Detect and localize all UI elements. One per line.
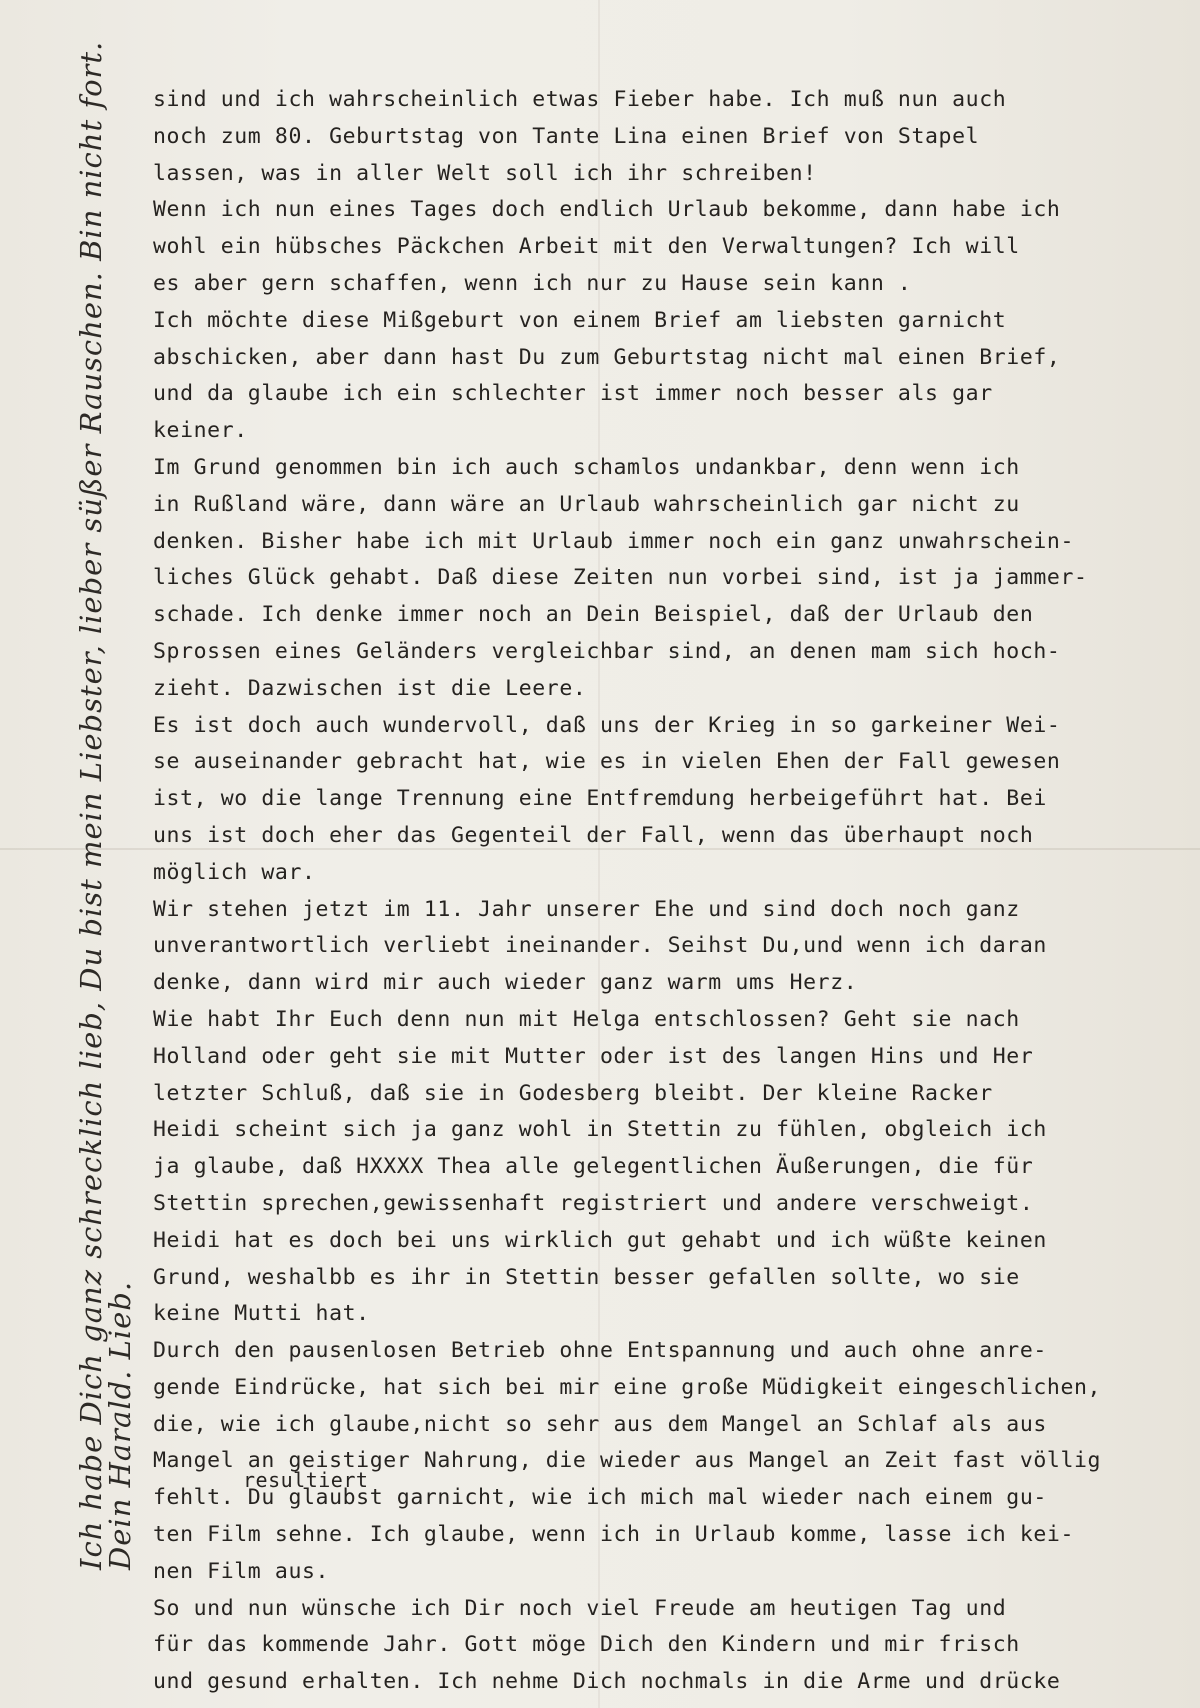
letter-line: Mangel an geistiger Nahrung, die wieder aus Mangel an Zeit fast völlig [153, 1448, 1102, 1474]
letter-line: die, wie ich glaube,nicht so sehr aus dem Mangel an Schlaf als aus [153, 1411, 1047, 1437]
letter-line: sind und ich wahrscheinlich etwas Fieber habe. Ich muß nun auch [153, 87, 1007, 112]
letter-line: Es ist doch auch wundervoll, daß uns der Krieg in so garkeiner Wei- [153, 712, 1061, 738]
letter-line: ja glaube, daß HXXXX Thea alle gelegentlichen Äußerungen, die für [153, 1154, 1034, 1180]
letter-line: So und nun wünsche ich Dir noch viel Freude am heutigen Tag und [153, 1595, 1007, 1621]
letter-line: Durch den pausenlosen Betrieb ohne Entspannung und auch ohne anre- [153, 1338, 1047, 1364]
letter-line: Heidi hat es doch bei uns wirklich gut gehabt und ich wüßte keinen [153, 1227, 1047, 1253]
handwritten-margin-note [74, 10, 137, 1570]
typed-letter-body [153, 82, 1193, 1701]
typed-insertion: resultiert [243, 1468, 369, 1492]
letter-line: liches Glück gehabt. Daß diese Zeiten nun vorbei sind, ist ja jammer- [153, 565, 1088, 591]
letter-line: und gesund erhalten. Ich nehme Dich nochmals in die Arme und drücke [153, 1669, 1061, 1695]
letter-line: Wie habt Ihr Euch denn nun mit Helga entschlossen? Geht sie nach [153, 1006, 1020, 1032]
letter-line: möglich war. [153, 859, 316, 885]
letter-line: für das kommende Jahr. Gott möge Dich den Kindern und mir frisch [153, 1632, 1020, 1658]
letter-line: abschicken, aber dann hast Du zum Geburtstag nicht mal einen Brief, [153, 344, 1061, 370]
letter-line: keiner. [153, 418, 248, 444]
letter-line: Sprossen eines Geländers vergleichbar sind, an denen mam sich hoch- [153, 638, 1061, 664]
letter-line: denke, dann wird mir auch wieder ganz warm ums Herz. [153, 970, 858, 996]
letter-line: zieht. Dazwischen ist die Leere. [153, 675, 587, 701]
letter-line: Wenn ich nun eines Tages doch endlich Urlaub bekomme, dann habe ich [153, 197, 1061, 223]
letter-line: noch zum 80. Geburtstag von Tante Lina einen Brief von Stapel [153, 123, 980, 149]
letter-line: es aber gern schaffen, wenn ich nur zu Hause sein kann . [153, 270, 912, 296]
letter-line: schade. Ich denke immer noch an Dein Beispiel, daß der Urlaub den [153, 602, 1034, 628]
margin-note-line-1: Ich habe Dich ganz schrecklich lieb, Du bist mein Liebster, lieber süßer Rauschen. Bin nicht fort. [74, 40, 108, 1570]
letter-line: in Rußland wäre, dann wäre an Urlaub wahrscheinlich gar nicht zu [153, 491, 1020, 517]
letter-line: unverantwortlich verliebt ineinander. Seihst Du,und wenn ich daran [153, 933, 1047, 959]
letter-line: Grund, weshalbb es ihr in Stettin besser gefallen sollte, wo sie [153, 1264, 1020, 1290]
letter-line: Stettin sprechen,gewissenhaft registriert und andere verschweigt. [153, 1190, 1034, 1216]
letter-line: und da glaube ich ein schlechter ist immer noch besser als gar [153, 381, 993, 407]
letter-line: fehlt. Du glaubst garnicht, wie ich mich mal wieder nach einem gu- [153, 1485, 1047, 1511]
letter-line: Im Grund genommen bin ich auch schamlos undankbar, denn wenn ich [153, 454, 1020, 480]
letter-line: uns ist doch eher das Gegenteil der Fall, wenn das überhaupt noch [153, 822, 1034, 848]
letter-line: gende Eindrücke, hat sich bei mir eine große Müdigkeit eingeschlichen, [153, 1374, 1102, 1400]
letter-line: denken. Bisher habe ich mit Urlaub immer noch ein ganz unwahrschein- [153, 528, 1074, 554]
letter-line: Heidi scheint sich ja ganz wohl in Stettin zu fühlen, obgleich ich [153, 1117, 1047, 1143]
letter-line: Wir stehen jetzt im 11. Jahr unserer Ehe und sind doch noch ganz [153, 896, 1020, 922]
letter-line: nen Film aus. [153, 1558, 330, 1584]
letter-line: ten Film sehne. Ich glaube, wenn ich in Urlaub komme, lasse ich kei- [153, 1522, 1074, 1548]
letter-line: Holland oder geht sie mit Mutter oder ist des langen Hins und Her [153, 1043, 1034, 1069]
letter-line: letzter Schluß, daß sie in Godesberg bleibt. Der kleine Racker [153, 1080, 993, 1106]
letter-line: se auseinander gebracht hat, wie es in vielen Ehen der Fall gewesen [153, 749, 1061, 775]
letter-line: lassen, was in aller Welt soll ich ihr schreiben! [153, 160, 817, 186]
letter-line: ist, wo die lange Trennung eine Entfremdung herbeigeführt hat. Bei [153, 786, 1047, 812]
letter-line: keine Mutti hat. [153, 1301, 370, 1327]
margin-note-line-2: Dein Harald. Lieb. [103, 1280, 137, 1570]
letter-line: wohl ein hübsches Päckchen Arbeit mit den Verwaltungen? Ich will [153, 234, 1020, 260]
letter-line: Ich möchte diese Mißgeburt von einem Brief am liebsten garnicht [153, 307, 1007, 333]
